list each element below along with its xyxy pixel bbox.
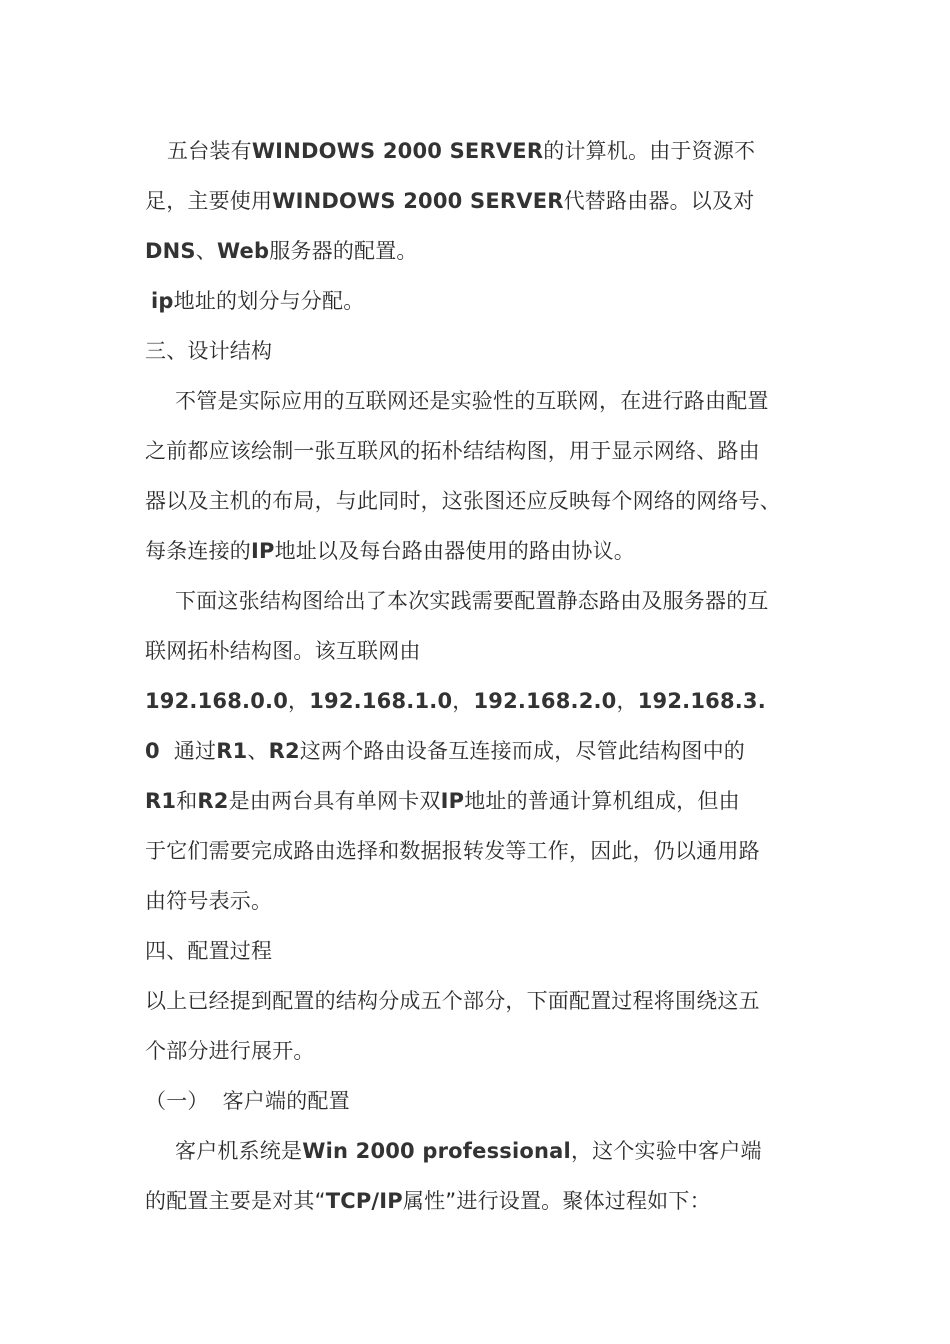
text-run-bold: 0 bbox=[145, 739, 160, 763]
text-run: 代替路由器。以及对 bbox=[563, 189, 755, 213]
paragraph-line-13 bbox=[145, 726, 810, 776]
text-run: 的计算机。由于资源不 bbox=[543, 139, 756, 163]
text-run: 器以及主机的布局，与此同时，这张图还应反映每个网络的网络号、 bbox=[145, 489, 781, 513]
paragraph-line-10 bbox=[145, 576, 810, 626]
text-run: 五台装有 bbox=[167, 139, 252, 163]
text-run: ， bbox=[288, 689, 310, 713]
text-run: 每条连接的 bbox=[145, 539, 251, 563]
section-heading-4 bbox=[145, 926, 810, 976]
paragraph-line-8 bbox=[145, 476, 810, 526]
text-run: 不管是实际应用的互联网还是实验性的互联网，在进行路由配置 bbox=[175, 389, 769, 413]
text-run: 于它们需要完成路由选择和数据报转发等工作，因此，仍以通用路 bbox=[145, 839, 760, 863]
text-run: ，这个实验中客户端 bbox=[570, 1139, 762, 1163]
paragraph-line-14 bbox=[145, 776, 810, 826]
paragraph-line-18 bbox=[145, 976, 810, 1026]
text-run: 的配置主要是对其“ bbox=[145, 1189, 326, 1213]
text-run: 地址的普通计算机组成，但由 bbox=[464, 789, 740, 813]
paragraph-line-19 bbox=[145, 1026, 810, 1076]
text-run: 个部分进行展开。 bbox=[145, 1039, 315, 1063]
paragraph-line-6 bbox=[145, 376, 810, 426]
text-run-bold: WINDOWS 2000 SERVER bbox=[272, 189, 564, 213]
text-run: 通过 bbox=[173, 739, 217, 763]
text-run-bold: IP bbox=[251, 539, 275, 563]
text-run-bold: 192.168.1.0 bbox=[309, 689, 453, 713]
paragraph-line-21 bbox=[145, 1126, 810, 1176]
subsection-heading-1 bbox=[145, 1076, 810, 1126]
paragraph-line-16 bbox=[145, 876, 810, 926]
paragraph-line-1 bbox=[145, 126, 810, 176]
text-run-bold: 192.168.3. bbox=[637, 689, 766, 713]
text-run-bold: 192.168.2.0 bbox=[473, 689, 617, 713]
text-run: 属性”进行设置。聚体过程如下： bbox=[402, 1189, 711, 1213]
text-run-bold: DNS bbox=[145, 239, 196, 263]
text-run: 四、配置过程 bbox=[145, 939, 273, 963]
text-run: 客户端的配置 bbox=[222, 1089, 350, 1113]
paragraph-line-22 bbox=[145, 1176, 810, 1226]
text-run-bold: IP bbox=[440, 789, 465, 813]
paragraph-line-15 bbox=[145, 826, 810, 876]
paragraph-line-2 bbox=[145, 176, 810, 226]
text-run: ， bbox=[616, 689, 638, 713]
text-run: 足，主要使用 bbox=[145, 189, 273, 213]
paragraph-line-9 bbox=[145, 526, 810, 576]
text-run-bold: 192.168.0.0 bbox=[145, 689, 289, 713]
text-run: （一） bbox=[145, 1089, 209, 1113]
text-run: 服务器的配置。 bbox=[269, 239, 418, 263]
text-run-bold: R2 bbox=[268, 739, 300, 763]
text-run-bold: WINDOWS 2000 SERVER bbox=[251, 139, 544, 163]
paragraph-line-4 bbox=[145, 276, 810, 326]
text-run-bold: R2 bbox=[197, 789, 229, 813]
text-run: 以上已经提到配置的结构分成五个部分，下面配置过程将围绕这五 bbox=[145, 989, 760, 1013]
text-run: 、 bbox=[247, 739, 269, 763]
text-run-bold: TCP/IP bbox=[325, 1189, 403, 1213]
text-run: 下面这张结构图给出了本次实践需要配置静态路由及服务器的互 bbox=[175, 589, 769, 613]
text-run: 、 bbox=[195, 239, 217, 263]
text-run-bold: R1 bbox=[145, 789, 177, 813]
text-run: 和 bbox=[176, 789, 198, 813]
paragraph-line-3 bbox=[145, 226, 810, 276]
paragraph-line-11 bbox=[145, 626, 810, 676]
text-run: 客户机系统是 bbox=[175, 1139, 303, 1163]
document-body bbox=[145, 126, 810, 1226]
text-run-bold: Web bbox=[216, 239, 270, 263]
text-run: 地址以及每台路由器使用的路由协议。 bbox=[274, 539, 636, 563]
paragraph-line-12 bbox=[145, 676, 810, 726]
text-run-bold: Win 2000 professional bbox=[302, 1139, 571, 1163]
text-run: 这两个路由设备互连接而成，尽管此结构图中的 bbox=[299, 739, 745, 763]
text-run: 三、设计结构 bbox=[145, 339, 273, 363]
text-run: 由符号表示。 bbox=[145, 889, 273, 913]
paragraph-line-7 bbox=[145, 426, 810, 476]
text-run: 之前都应该绘制一张互联风的拓朴结结构图，用于显示网络、路由 bbox=[145, 439, 760, 463]
section-heading-3 bbox=[145, 326, 810, 376]
text-run: ， bbox=[452, 689, 474, 713]
text-run-bold: ip bbox=[151, 289, 174, 313]
text-run: 是由两台具有单网卡双 bbox=[228, 789, 441, 813]
text-run: 地址的划分与分配。 bbox=[173, 289, 365, 313]
text-run-bold: R1 bbox=[216, 739, 248, 763]
text-run: 联网拓朴结构图。该互联网由 bbox=[145, 639, 421, 663]
